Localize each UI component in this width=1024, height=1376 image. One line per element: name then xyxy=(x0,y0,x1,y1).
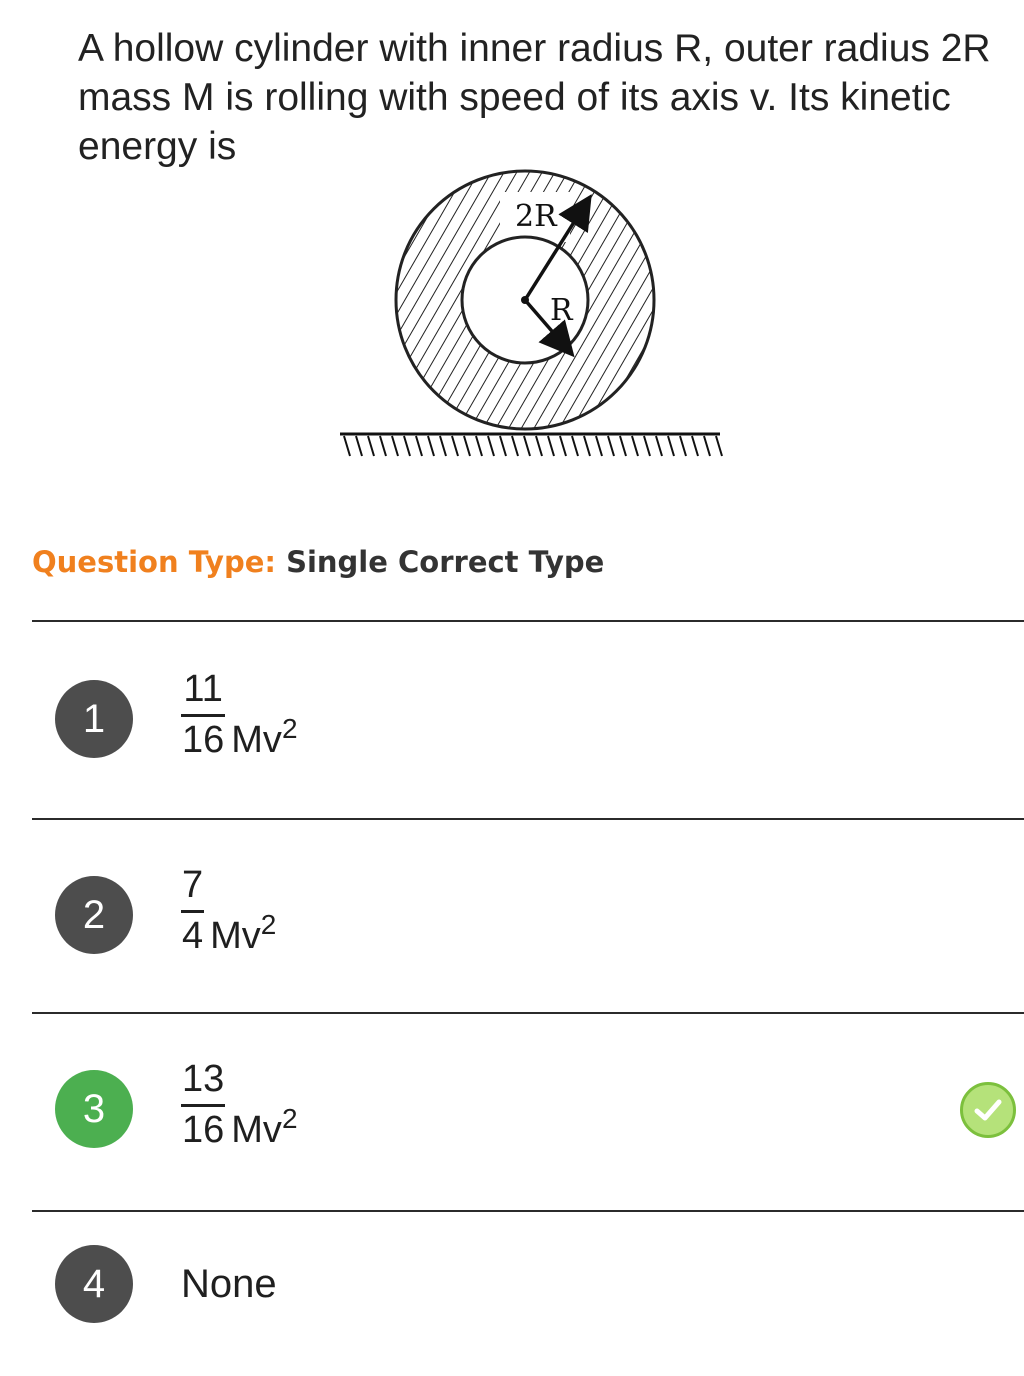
option-3[interactable] xyxy=(55,1040,1024,1180)
answer-expression: Mv xyxy=(210,915,261,957)
option-4[interactable] xyxy=(55,1236,1024,1376)
fraction-denominator: 16 xyxy=(182,1109,225,1151)
answer-exponent: 2 xyxy=(281,713,298,744)
outer-radius-label: 2R xyxy=(515,199,557,234)
option-number-badge: 4 xyxy=(55,1245,133,1323)
ground-surface xyxy=(340,434,722,456)
question-type xyxy=(32,540,604,584)
answer-exponent: 2 xyxy=(260,909,277,940)
inner-radius-label: R xyxy=(550,293,573,328)
option-number-badge: 1 xyxy=(55,680,133,758)
question-type-label: Question Type: xyxy=(32,545,276,579)
option-answer xyxy=(181,1058,298,1151)
answer-expression: Mv xyxy=(231,719,282,761)
fraction-numerator: 7 xyxy=(182,864,204,906)
cylinder-diagram xyxy=(320,160,740,480)
divider xyxy=(32,1012,1024,1014)
question-type-value: Single Correct Type xyxy=(286,545,605,579)
divider xyxy=(32,620,1024,622)
divider xyxy=(32,1210,1024,1212)
answer-expression: Mv xyxy=(231,1109,282,1151)
question-text: A hollow cylinder with inner radius R, outer radius 2R mass M is rolling with speed of its axis v. Its kinetic energy is xyxy=(78,27,991,168)
fraction-numerator: 11 xyxy=(183,668,223,710)
option-number-badge: 3 xyxy=(55,1070,133,1148)
fraction-numerator: 13 xyxy=(182,1058,225,1100)
option-answer xyxy=(181,668,298,761)
option-answer xyxy=(181,864,276,957)
answer-exponent: 2 xyxy=(281,1103,298,1134)
option-answer: None xyxy=(181,1262,277,1306)
divider xyxy=(32,818,1024,820)
fraction-denominator: 4 xyxy=(182,915,204,957)
check-circle-icon xyxy=(960,1082,1016,1138)
option-1[interactable] xyxy=(55,650,1024,790)
option-2[interactable] xyxy=(55,846,1024,986)
option-number-badge: 2 xyxy=(55,876,133,954)
checkmark-icon xyxy=(963,1085,1013,1135)
fraction-denominator: 16 xyxy=(182,719,225,761)
hollow-cylinder-figure xyxy=(320,160,740,480)
